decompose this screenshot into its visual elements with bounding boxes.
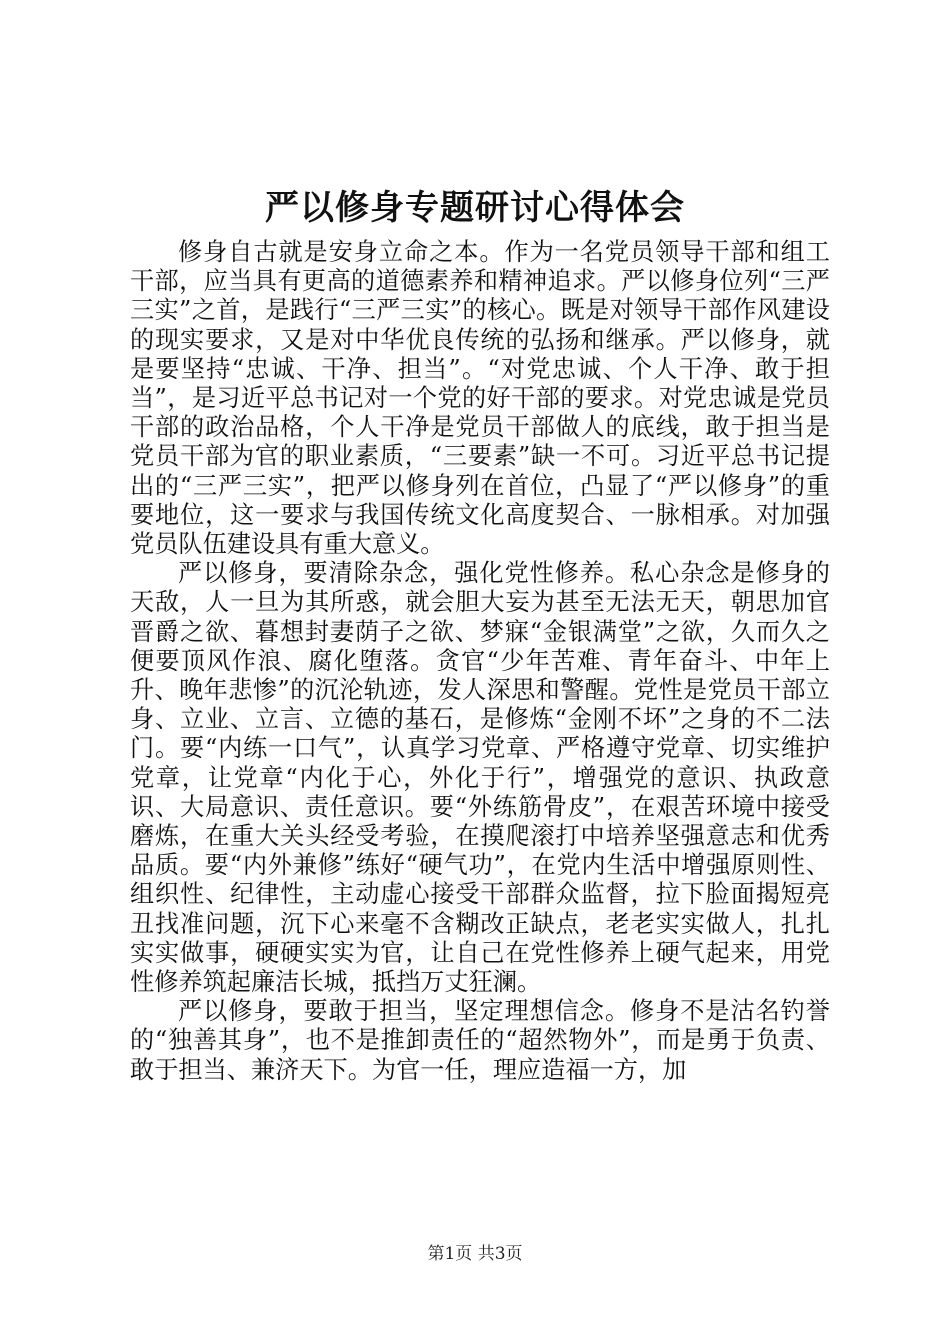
document-body: [130, 238, 830, 1085]
paragraph-3: 严以修身，要敢于担当，坚定理想信念。修身不是沽名钓誉的“独善其身”，也不是推卸责任的“超然物外”，而是勇于负责、敢于担当、兼济天下。为官一任，理应造福一方，加: [130, 997, 830, 1084]
document-title: 严以修身专题研讨心得体会: [265, 188, 685, 228]
page-footer: 第1页 共3页: [427, 1244, 523, 1264]
paragraph-2: 严以修身，要清除杂念，强化党性修养。私心杂念是修身的天敌，人一旦为其所惑，就会胆大妄为甚至无法无天，朝思加官晋爵之欲、暮想封妻荫子之欲、梦寐“金银满堂”之欲，久而久之便要顶风作浪、腐化堕落。贪官“少年苦难、青年奋斗、中年上升、晚年悲惨”的沉沦轨迹，发人深思和警醒。党性是党员干部立身、立业、立言、立德的基石，是修炼“金刚不坏”之身的不二法门。要“内练一口气”，认真学习党章、严格遵守党章、切实维护党章，让党章“内化于心，外化于行”，增强党的意识、执政意识、大局意识、责任意识。要“外练筋骨皮”，在艰苦环境中接受磨炼，在重大关头经受考验，在摸爬滚打中培养坚强意志和优秀品质。要“内外兼修”练好“硬气功”，在党内生活中增强原则性、组织性、纪律性，主动虚心接受干部群众监督，拉下脸面揭短亮丑找准问题，沉下心来毫不含糊改正缺点，老老实实做人，扎扎实实做事，硬硬实实为官，让自己在党性修养上硬气起来，用党性修养筑起廉洁长城，抵挡万丈狂澜。: [130, 559, 830, 997]
paragraph-1: 修身自古就是安身立命之本。作为一名党员领导干部和组工干部，应当具有更高的道德素养和精神追求。严以修身位列“三严三实”之首，是践行“三严三实”的核心。既是对领导干部作风建设的现实要求，又是对中华优良传统的弘扬和继承。严以修身，就是要坚持“忠诚、干净、担当”。“对党忠诚、个人干净、敢于担当”，是习近平总书记对一个党的好干部的要求。对党忠诚是党员干部的政治品格，个人干净是党员干部做人的底线，敢于担当是党员干部为官的职业素质，“三要素”缺一不可。习近平总书记提出的“三严三实”，把严以修身列在首位，凸显了“严以修身”的重要地位，这一要求与我国传统文化高度契合、一脉相承。对加强党员队伍建设具有重大意义。: [130, 238, 830, 559]
